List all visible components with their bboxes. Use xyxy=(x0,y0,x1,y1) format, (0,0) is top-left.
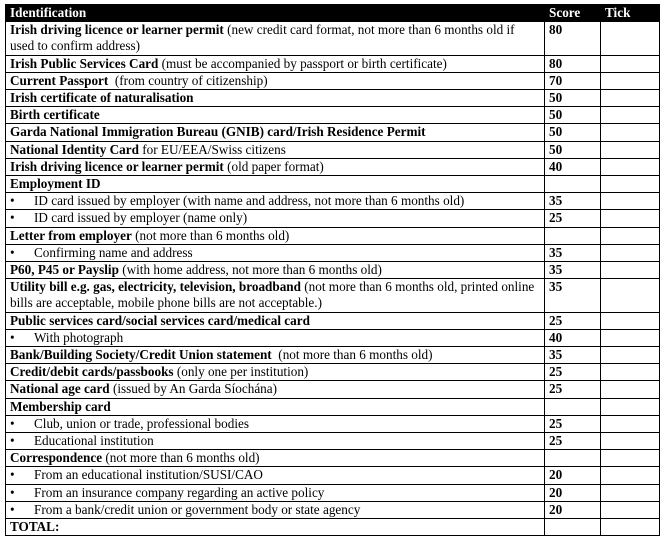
bullet-icon: • xyxy=(10,467,15,483)
bullet-icon: • xyxy=(10,210,15,226)
sub-item-row xyxy=(6,415,660,432)
tick-cell[interactable] xyxy=(601,22,660,55)
document-row xyxy=(6,450,660,467)
score-cell: 25 xyxy=(545,210,601,227)
score-cell: 25 xyxy=(545,381,601,398)
document-note: (new credit card format, not more than 6 months old if used to confirm address) xyxy=(10,22,518,54)
document-name: Garda National Immigration Bureau (GNIB) card/Irish Residence Permit xyxy=(10,124,426,140)
sub-item-text: From a bank/credit union or government body or state agency xyxy=(34,501,361,517)
tick-cell[interactable] xyxy=(601,158,660,175)
tick-cell[interactable] xyxy=(601,519,660,536)
document-label xyxy=(6,262,545,279)
score-cell xyxy=(545,227,601,244)
document-label xyxy=(6,450,545,467)
sub-item-row xyxy=(6,210,660,227)
document-name: Irish Public Services Card xyxy=(10,55,159,71)
score-cell: 35 xyxy=(545,262,601,279)
sub-item-label xyxy=(6,484,545,501)
document-name: Utility bill e.g. gas, electricity, television, broadband xyxy=(10,279,301,295)
bullet-icon: • xyxy=(10,329,15,345)
document-row xyxy=(6,124,660,141)
document-name: Correspondence xyxy=(10,450,103,466)
score-cell: 35 xyxy=(545,244,601,261)
document-name: Public services card/social services card/medical card xyxy=(10,312,310,328)
sub-item-label xyxy=(6,433,545,450)
document-row xyxy=(6,72,660,89)
score-cell: 50 xyxy=(545,90,601,107)
score-cell: 80 xyxy=(545,22,601,55)
tick-cell[interactable] xyxy=(601,329,660,346)
tick-cell[interactable] xyxy=(601,141,660,158)
document-row xyxy=(6,227,660,244)
score-cell: 80 xyxy=(545,55,601,72)
document-name: National Identity Card xyxy=(10,141,139,157)
tick-cell[interactable] xyxy=(601,90,660,107)
score-cell xyxy=(545,176,601,193)
sub-item-text: Educational institution xyxy=(34,433,154,449)
score-cell xyxy=(545,398,601,415)
document-row xyxy=(6,279,660,312)
score-cell xyxy=(545,519,601,536)
document-label xyxy=(6,279,545,312)
sub-item-label xyxy=(6,210,545,227)
document-note: (from country of citizenship) xyxy=(108,72,268,88)
score-cell: 35 xyxy=(545,347,601,364)
document-name: Irish driving licence or learner permit xyxy=(10,158,224,174)
header-tick: Tick xyxy=(601,5,660,22)
document-note: (with home address, not more than 6 months old) xyxy=(118,262,382,278)
tick-cell[interactable] xyxy=(601,450,660,467)
tick-cell[interactable] xyxy=(601,381,660,398)
tick-cell[interactable] xyxy=(601,55,660,72)
tick-cell[interactable] xyxy=(601,210,660,227)
document-label xyxy=(6,72,545,89)
bullet-icon: • xyxy=(10,501,15,517)
score-cell: 20 xyxy=(545,467,601,484)
header-score: Score xyxy=(545,5,601,22)
document-label xyxy=(6,158,545,175)
document-note: (not more than 6 months old) xyxy=(102,450,260,466)
bullet-icon: • xyxy=(10,415,15,431)
document-name: Birth certificate xyxy=(10,107,100,123)
bullet-icon: • xyxy=(10,193,15,209)
document-name: Irish driving licence or learner permit xyxy=(10,22,224,38)
tick-cell[interactable] xyxy=(601,347,660,364)
tick-cell[interactable] xyxy=(601,279,660,312)
tick-cell[interactable] xyxy=(601,262,660,279)
document-row xyxy=(6,22,660,55)
document-row xyxy=(6,55,660,72)
sub-item-text: Confirming name and address xyxy=(34,244,193,260)
score-cell: 50 xyxy=(545,124,601,141)
sub-item-row xyxy=(6,244,660,261)
bullet-icon: • xyxy=(10,433,15,449)
document-row xyxy=(6,364,660,381)
document-row xyxy=(6,381,660,398)
document-row xyxy=(6,262,660,279)
document-row xyxy=(6,312,660,329)
bullet-icon: • xyxy=(10,244,15,260)
sub-item-text: With photograph xyxy=(34,329,124,345)
document-label xyxy=(6,312,545,329)
tick-cell[interactable] xyxy=(601,72,660,89)
header-identification: Identification xyxy=(6,5,545,22)
document-row xyxy=(6,176,660,193)
document-row xyxy=(6,141,660,158)
document-label xyxy=(6,347,545,364)
score-cell: 20 xyxy=(545,484,601,501)
sub-item-label xyxy=(6,415,545,432)
sub-item-label xyxy=(6,467,545,484)
document-name: National age card xyxy=(10,381,110,397)
document-note: (not more than 6 months old) xyxy=(271,347,433,363)
tick-cell[interactable] xyxy=(601,433,660,450)
document-label xyxy=(6,398,545,415)
document-label xyxy=(6,55,545,72)
tick-cell[interactable] xyxy=(601,415,660,432)
document-note: for EU/EEA/Swiss citizens xyxy=(138,141,286,157)
score-cell: 25 xyxy=(545,312,601,329)
document-label xyxy=(6,124,545,141)
document-name: TOTAL: xyxy=(10,519,60,535)
tick-cell[interactable] xyxy=(601,193,660,210)
sub-item-row xyxy=(6,329,660,346)
tick-cell[interactable] xyxy=(601,364,660,381)
sub-item-row xyxy=(6,501,660,518)
header-row xyxy=(6,5,660,22)
score-cell: 25 xyxy=(545,364,601,381)
document-label xyxy=(6,381,545,398)
score-cell: 20 xyxy=(545,501,601,518)
document-row xyxy=(6,107,660,124)
score-cell: 35 xyxy=(545,193,601,210)
identification-score-table xyxy=(5,4,660,536)
sub-item-text: Club, union or trade, professional bodies xyxy=(34,415,249,431)
sub-item-label xyxy=(6,501,545,518)
score-cell xyxy=(545,450,601,467)
document-row xyxy=(6,158,660,175)
sub-item-text: From an educational institution/SUSI/CAO xyxy=(34,467,263,483)
document-name: Letter from employer xyxy=(10,227,132,243)
tick-cell[interactable] xyxy=(601,501,660,518)
document-label xyxy=(6,364,545,381)
sub-item-row xyxy=(6,467,660,484)
sub-item-text: ID card issued by employer (with name and address, not more than 6 months old) xyxy=(34,193,465,209)
document-name: Current Passport xyxy=(10,72,109,88)
document-name: Irish certificate of naturalisation xyxy=(10,90,194,106)
document-row xyxy=(6,90,660,107)
document-label xyxy=(6,90,545,107)
sub-item-text: ID card issued by employer (name only) xyxy=(34,210,248,226)
document-note: (not more than 6 months old) xyxy=(131,227,290,243)
sub-item-label xyxy=(6,244,545,261)
sub-item-row xyxy=(6,484,660,501)
document-label xyxy=(6,22,545,55)
tick-cell[interactable] xyxy=(601,227,660,244)
document-row xyxy=(6,398,660,415)
score-cell: 40 xyxy=(545,158,601,175)
score-cell: 25 xyxy=(545,433,601,450)
document-row xyxy=(6,347,660,364)
document-note: (old paper format) xyxy=(223,158,324,174)
tick-cell[interactable] xyxy=(601,244,660,261)
document-note: (only one per institution) xyxy=(173,364,309,380)
document-label xyxy=(6,176,545,193)
document-label xyxy=(6,227,545,244)
document-note: (issued by An Garda Síochána) xyxy=(109,381,278,397)
tick-cell[interactable] xyxy=(601,312,660,329)
sub-item-row xyxy=(6,193,660,210)
tick-cell[interactable] xyxy=(601,467,660,484)
document-name: Credit/debit cards/passbooks xyxy=(10,364,174,380)
sub-item-label xyxy=(6,193,545,210)
sub-item-label xyxy=(6,329,545,346)
sub-item-row xyxy=(6,433,660,450)
document-label xyxy=(6,107,545,124)
score-cell: 50 xyxy=(545,107,601,124)
document-name: P60, P45 or Payslip xyxy=(10,262,119,278)
score-cell: 35 xyxy=(545,279,601,312)
tick-cell[interactable] xyxy=(601,124,660,141)
score-cell: 50 xyxy=(545,141,601,158)
document-note: (must be accompanied by passport or birth certificate) xyxy=(158,55,447,71)
bullet-icon: • xyxy=(10,484,15,500)
document-note: (not more than 6 months old, printed online bills are acceptable, mobile phone bills are not acceptable.) xyxy=(10,279,538,311)
tick-cell[interactable] xyxy=(601,107,660,124)
document-name: Bank/Building Society/Credit Union statement xyxy=(10,347,272,363)
score-cell: 70 xyxy=(545,72,601,89)
document-label xyxy=(6,141,545,158)
score-cell: 25 xyxy=(545,415,601,432)
score-cell: 40 xyxy=(545,329,601,346)
document-name: Membership card xyxy=(10,398,111,414)
document-row xyxy=(6,519,660,536)
sub-item-text: From an insurance company regarding an active policy xyxy=(34,484,325,500)
tick-cell[interactable] xyxy=(601,176,660,193)
document-label xyxy=(6,519,545,536)
tick-cell[interactable] xyxy=(601,484,660,501)
document-name: Employment ID xyxy=(10,176,101,192)
tick-cell[interactable] xyxy=(601,398,660,415)
